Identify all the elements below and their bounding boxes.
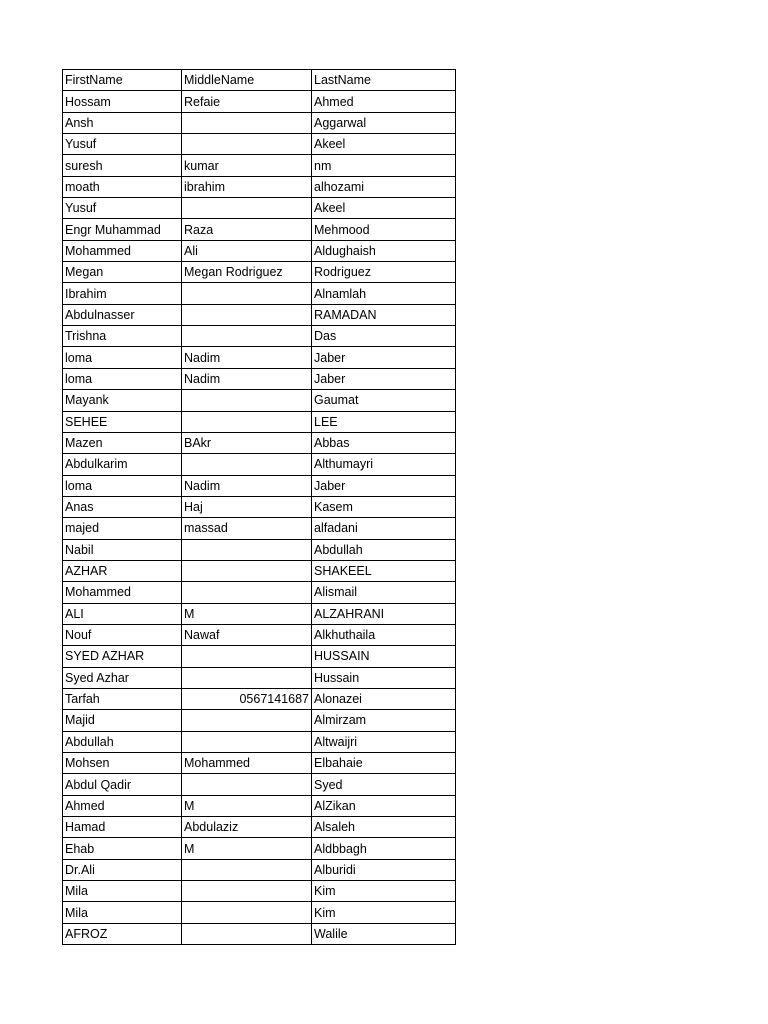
cell-firstname: Mohammed [63,240,182,261]
cell-firstname: Dr.Ali [63,859,182,880]
cell-lastname: Hussain [312,667,456,688]
header-middlename: MiddleName [182,70,312,91]
cell-middlename: Mohammed [182,753,312,774]
cell-firstname: Mila [63,902,182,923]
cell-lastname: Aldughaish [312,240,456,261]
cell-firstname: Mohammed [63,582,182,603]
cell-firstname: Tarfah [63,688,182,709]
cell-lastname: Jaber [312,475,456,496]
cell-middlename: kumar [182,155,312,176]
cell-middlename [182,326,312,347]
cell-firstname: Abdulkarim [63,454,182,475]
table-row [63,198,456,219]
cell-firstname: SYED AZHAR [63,646,182,667]
cell-firstname: Mila [63,881,182,902]
table-row [63,667,456,688]
cell-firstname: Syed Azhar [63,667,182,688]
cell-firstname: AFROZ [63,923,182,944]
cell-lastname: alfadani [312,518,456,539]
cell-middlename: Raza [182,219,312,240]
cell-lastname: RAMADAN [312,304,456,325]
cell-firstname: Hamad [63,817,182,838]
cell-middlename [182,646,312,667]
cell-middlename: massad [182,518,312,539]
cell-lastname: Alkhuthaila [312,624,456,645]
cell-lastname: Syed [312,774,456,795]
cell-middlename: Nadim [182,368,312,389]
table-row [63,496,456,517]
table-row [63,134,456,155]
cell-middlename: Abdulaziz [182,817,312,838]
table-row [63,432,456,453]
cell-middlename [182,454,312,475]
cell-firstname: Hossam [63,91,182,112]
cell-middlename [182,859,312,880]
cell-lastname: Althumayri [312,454,456,475]
cell-middlename [182,902,312,923]
cell-lastname: LEE [312,411,456,432]
cell-middlename [182,411,312,432]
cell-lastname: Kasem [312,496,456,517]
cell-middlename: 0567141687 [182,688,312,709]
table-row [63,411,456,432]
cell-firstname: Nouf [63,624,182,645]
cell-lastname: Mehmood [312,219,456,240]
cell-firstname: Abdulnasser [63,304,182,325]
cell-middlename: ibrahim [182,176,312,197]
cell-lastname: Das [312,326,456,347]
cell-firstname: moath [63,176,182,197]
cell-lastname: Alismail [312,582,456,603]
cell-middlename: Megan Rodriguez [182,262,312,283]
cell-middlename: Nadim [182,475,312,496]
cell-lastname: SHAKEEL [312,560,456,581]
table-row [63,688,456,709]
names-table-body [63,70,456,945]
cell-firstname: Majid [63,710,182,731]
cell-middlename [182,390,312,411]
header-lastname: LastName [312,70,456,91]
table-row [63,582,456,603]
cell-lastname: Elbahaie [312,753,456,774]
cell-lastname: Jaber [312,368,456,389]
table-row [63,475,456,496]
table-row [63,91,456,112]
cell-lastname: Jaber [312,347,456,368]
header-row [63,70,456,91]
cell-middlename [182,560,312,581]
cell-firstname: Ahmed [63,795,182,816]
table-row [63,646,456,667]
cell-lastname: Almirzam [312,710,456,731]
table-row [63,731,456,752]
cell-middlename: Haj [182,496,312,517]
cell-middlename: Refaie [182,91,312,112]
cell-firstname: Abdullah [63,731,182,752]
cell-lastname: Walile [312,923,456,944]
table-row [63,560,456,581]
table-row [63,902,456,923]
cell-lastname: Abbas [312,432,456,453]
table-row [63,710,456,731]
cell-firstname: Mayank [63,390,182,411]
cell-firstname: Nabil [63,539,182,560]
cell-lastname: Ahmed [312,91,456,112]
cell-firstname: suresh [63,155,182,176]
cell-middlename [182,881,312,902]
cell-firstname: majed [63,518,182,539]
cell-middlename [182,923,312,944]
cell-lastname: Akeel [312,198,456,219]
cell-middlename [182,582,312,603]
cell-lastname: Kim [312,881,456,902]
table-row [63,923,456,944]
cell-firstname: Yusuf [63,134,182,155]
cell-lastname: HUSSAIN [312,646,456,667]
cell-firstname: Abdul Qadir [63,774,182,795]
names-table [62,69,456,945]
cell-firstname: loma [63,368,182,389]
cell-lastname: Alburidi [312,859,456,880]
cell-firstname: Megan [63,262,182,283]
cell-middlename [182,283,312,304]
cell-firstname: Yusuf [63,198,182,219]
cell-lastname: Akeel [312,134,456,155]
table-row [63,774,456,795]
cell-middlename [182,539,312,560]
cell-lastname: Rodriguez [312,262,456,283]
cell-lastname: Alnamlah [312,283,456,304]
cell-lastname: Aldbbagh [312,838,456,859]
cell-lastname: Gaumat [312,390,456,411]
table-row [63,304,456,325]
table-row [63,624,456,645]
cell-lastname: nm [312,155,456,176]
cell-middlename [182,774,312,795]
cell-lastname: Abdullah [312,539,456,560]
cell-middlename [182,731,312,752]
table-row [63,112,456,133]
table-row [63,859,456,880]
cell-lastname: Alonazei [312,688,456,709]
cell-lastname: alhozami [312,176,456,197]
cell-middlename [182,134,312,155]
cell-firstname: Trishna [63,326,182,347]
cell-lastname: AlZikan [312,795,456,816]
table-row [63,219,456,240]
cell-middlename [182,112,312,133]
cell-middlename: Nadim [182,347,312,368]
cell-middlename: BAkr [182,432,312,453]
table-row [63,817,456,838]
table-row [63,155,456,176]
cell-firstname: Ibrahim [63,283,182,304]
cell-firstname: ALI [63,603,182,624]
table-row [63,368,456,389]
cell-middlename: Ali [182,240,312,261]
cell-middlename [182,667,312,688]
table-row [63,795,456,816]
cell-middlename: M [182,795,312,816]
table-row [63,326,456,347]
cell-lastname: Alsaleh [312,817,456,838]
cell-firstname: Anas [63,496,182,517]
cell-firstname: Ansh [63,112,182,133]
cell-lastname: Kim [312,902,456,923]
table-row [63,454,456,475]
cell-firstname: Mohsen [63,753,182,774]
table-row [63,283,456,304]
cell-lastname: Altwaijri [312,731,456,752]
cell-firstname: Mazen [63,432,182,453]
table-row [63,176,456,197]
table-row [63,881,456,902]
cell-middlename [182,304,312,325]
cell-middlename: M [182,603,312,624]
table-row [63,838,456,859]
cell-firstname: loma [63,347,182,368]
cell-firstname: SEHEE [63,411,182,432]
cell-middlename [182,710,312,731]
table-row [63,262,456,283]
table-row [63,240,456,261]
table-row [63,603,456,624]
cell-firstname: Engr Muhammad [63,219,182,240]
cell-firstname: loma [63,475,182,496]
cell-lastname: ALZAHRANI [312,603,456,624]
cell-firstname: AZHAR [63,560,182,581]
cell-middlename: M [182,838,312,859]
cell-firstname: Ehab [63,838,182,859]
cell-middlename: Nawaf [182,624,312,645]
table-row [63,390,456,411]
table-row [63,518,456,539]
header-firstname: FirstName [63,70,182,91]
table-row [63,539,456,560]
cell-middlename [182,198,312,219]
table-row [63,753,456,774]
cell-lastname: Aggarwal [312,112,456,133]
table-row [63,347,456,368]
